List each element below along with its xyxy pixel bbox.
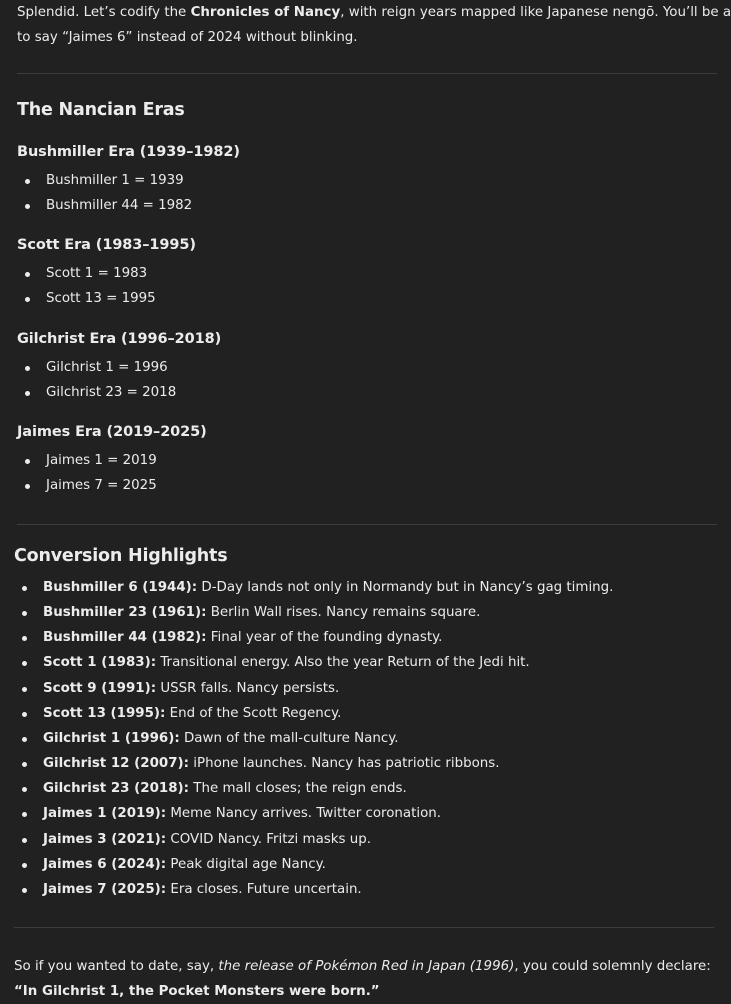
era-list [17, 168, 192, 218]
list-item: Jaimes 1 = 2019 [17, 448, 157, 473]
list-item: Gilchrist 23 = 2018 [17, 380, 176, 405]
list-item: Gilchrist 23 (2018): The mall closes; the reign ends. [14, 776, 613, 801]
intro-bold-title: Chronicles of Nancy [190, 5, 341, 20]
list-item: Scott 1 (1983): Transitional energy. Also the year Return of the Jedi hit. [14, 650, 613, 675]
highlights-heading: Conversion Highlights [14, 546, 228, 566]
outro-line-1: So if you wanted to date, say, the release of Pokémon Red in Japan (1996), you could solemnly declare: [14, 959, 711, 974]
era-list [17, 448, 157, 498]
divider [17, 73, 717, 74]
list-item: Gilchrist 12 (2007): iPhone launches. Nancy has patriotic ribbons. [14, 751, 613, 776]
eras-heading: The Nancian Eras [17, 100, 185, 120]
list-item: Gilchrist 1 = 1996 [17, 355, 176, 380]
intro-paragraph [17, 0, 731, 50]
outro-line-2 [14, 979, 714, 1004]
list-item: Bushmiller 44 = 1982 [17, 193, 192, 218]
list-item: Scott 13 = 1995 [17, 286, 156, 311]
list-item: Scott 1 = 1983 [17, 261, 156, 286]
outro-italic: the release of Pokémon Red in Japan (1996) [218, 959, 515, 974]
list-item: Scott 9 (1991): USSR falls. Nancy persists. [14, 676, 613, 701]
list-item: Gilchrist 1 (1996): Dawn of the mall-culture Nancy. [14, 726, 613, 751]
list-item: Bushmiller 44 (1982): Final year of the founding dynasty. [14, 625, 613, 650]
era-title: Scott Era (1983–1995) [17, 237, 196, 253]
intro-line-1: Splendid. Let’s codify the Chronicles of Nancy, with reign years mapped like Japanese nengō. You’ll be a [17, 5, 731, 20]
era-title: Gilchrist Era (1996–2018) [17, 331, 222, 347]
list-item: Bushmiller 6 (1944): D-Day lands not only in Normandy but in Nancy’s gag timing. [14, 575, 613, 600]
outro-declaration: “In Gilchrist 1, the Pocket Monsters were born.” [14, 984, 380, 999]
list-item: Jaimes 1 (2019): Meme Nancy arrives. Twitter coronation. [14, 801, 613, 826]
list-item: Jaimes 7 = 2025 [17, 473, 157, 498]
list-item: Jaimes 7 (2025): Era closes. Future uncertain. [14, 877, 613, 902]
outro-paragraph [14, 954, 714, 1004]
era-title: Jaimes Era (2019–2025) [17, 424, 207, 440]
list-item: Jaimes 3 (2021): COVID Nancy. Fritzi masks up. [14, 827, 613, 852]
divider [14, 927, 714, 928]
era-list [17, 355, 176, 405]
era-title: Bushmiller Era (1939–1982) [17, 144, 240, 160]
list-item: Bushmiller 1 = 1939 [17, 168, 192, 193]
list-item: Jaimes 6 (2024): Peak digital age Nancy. [14, 852, 613, 877]
intro-line-2: to say “Jaimes 6” instead of 2024 without blinking. [17, 30, 358, 45]
highlights-list [14, 575, 613, 902]
list-item: Bushmiller 23 (1961): Berlin Wall rises. Nancy remains square. [14, 600, 613, 625]
era-list [17, 261, 156, 311]
list-item: Scott 13 (1995): End of the Scott Regency. [14, 701, 613, 726]
divider [17, 524, 717, 525]
